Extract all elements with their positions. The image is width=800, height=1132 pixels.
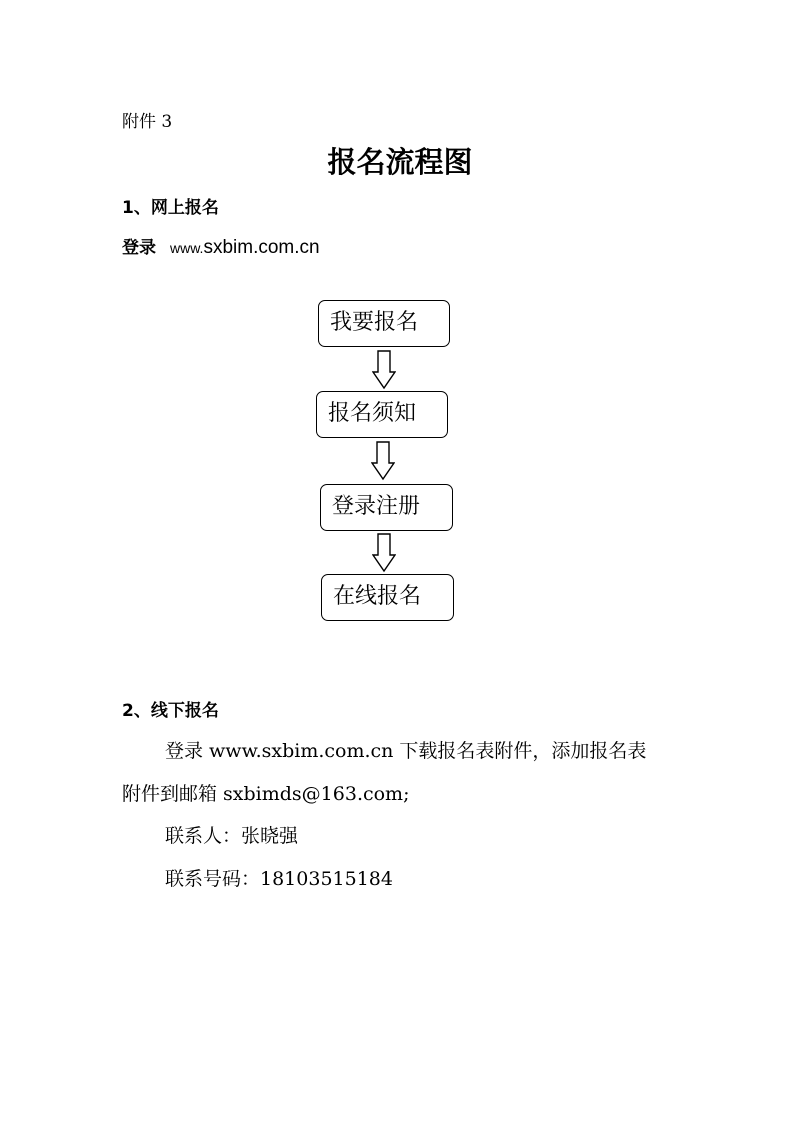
contact-person: 联系人：张晓强: [165, 825, 299, 847]
offline-instruction-line-2: 附件到邮箱 sxbimds@163.com;: [122, 783, 410, 805]
online-login-line: [122, 233, 320, 259]
contact-phone: 联系号码：18103515184: [165, 868, 393, 890]
flow-step-register: 登录注册: [320, 484, 453, 531]
offline-instruction-line-1: 登录 www.sxbim.com.cn 下载报名表附件，添加报名表: [165, 740, 647, 762]
page-title: 报名流程图: [327, 145, 473, 179]
flow-arrow-1: [372, 350, 396, 390]
login-url-domain: sxbim.com.cn: [203, 237, 320, 258]
attachment-label: 附件 3: [122, 112, 173, 132]
flow-step-apply: 我要报名: [318, 300, 450, 347]
section-2-heading: 2、线下报名: [122, 701, 219, 721]
login-url: [170, 237, 320, 258]
flow-step-notice: 报名须知: [316, 391, 448, 438]
login-url-prefix: www.: [170, 240, 204, 256]
section-1-heading: 1、网上报名: [122, 198, 219, 218]
flow-arrow-3: [372, 533, 396, 573]
login-label: 登录: [122, 238, 156, 258]
flow-step-online-apply: 在线报名: [321, 574, 454, 621]
flow-arrow-2: [371, 441, 395, 481]
